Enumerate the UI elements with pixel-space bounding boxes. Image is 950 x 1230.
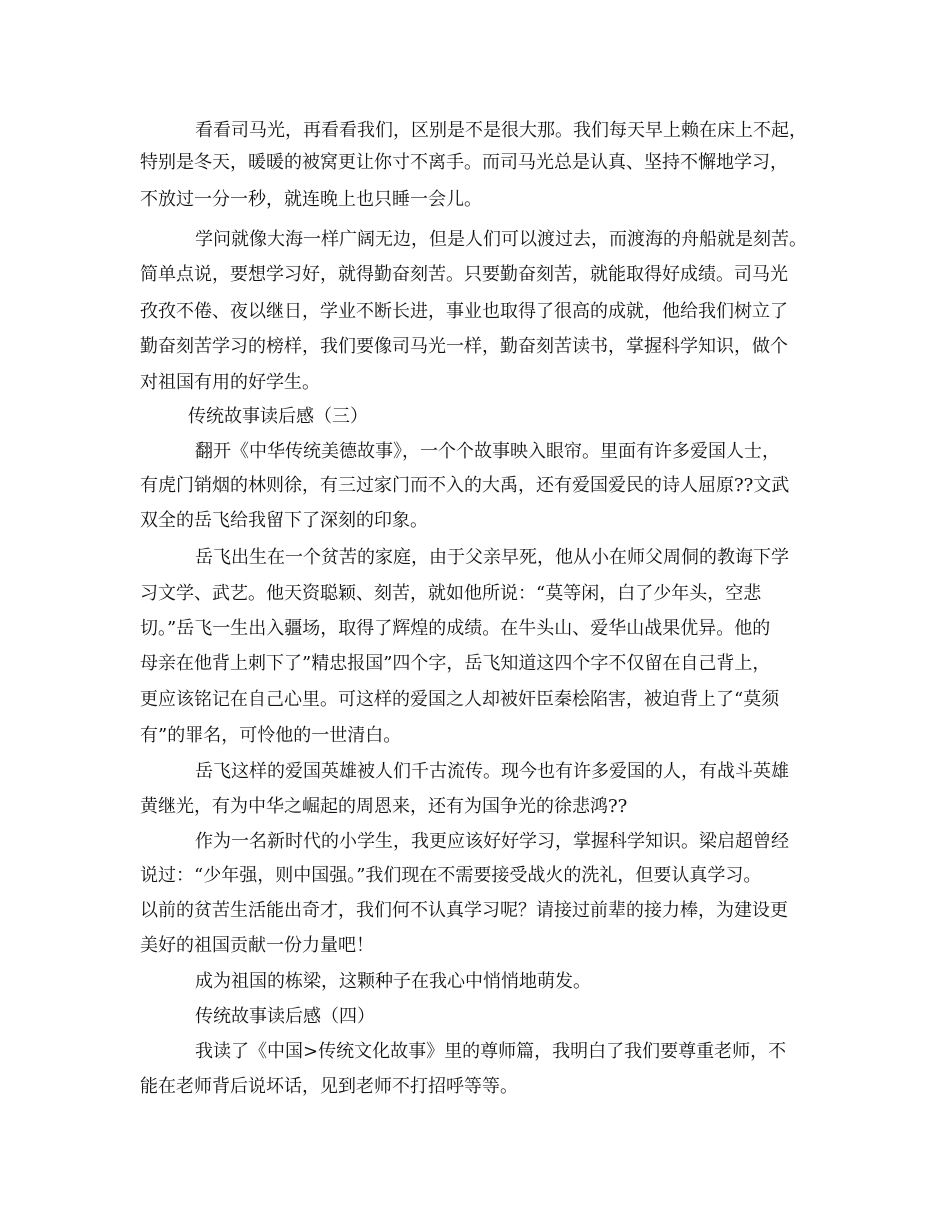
paragraph-line: 习文学、武艺。他天资聪颖、刻苦，就如他所说：“莫等闲，白了少年头，空悲	[140, 583, 762, 604]
section-heading: 传统故事读后感（四）	[195, 1006, 375, 1027]
paragraph-line: 更应该铭记在自己心里。可这样的爱国之人却被奸臣秦桧陷害，被迫背上了“莫须	[140, 689, 780, 710]
paragraph-line: 有虎门销烟的林则徐，有三过家门而不入的大禹，还有爱国爱民的诗人屈原??文武	[140, 475, 790, 496]
paragraph-line: 岳飞这样的爱国英雄被人们千古流传。现今也有许多爱国的人，有战斗英雄	[195, 761, 789, 782]
paragraph-line: 美好的祖国贡献一份力量吧！	[140, 935, 374, 956]
paragraph-line: 学问就像大海一样广阔无边，但是人们可以渡过去，而渡海的舟船就是刻苦。	[195, 229, 807, 250]
paragraph-line: 岳飞出生在一个贫苦的家庭，由于父亲早死，他从小在师父周侗的教诲下学	[195, 547, 789, 568]
section-heading: 传统故事读后感（三）	[188, 406, 368, 427]
paragraph-line: 说过：“少年强，则中国强。”我们现在不需要接受战火的洗礼，但要认真学习。	[140, 865, 762, 886]
paragraph-line: 对祖国有用的好学生。	[140, 372, 320, 393]
paragraph-line: 切。”岳飞一生出入疆场，取得了辉煌的成绩。在牛头山、爱华山战果优异。他的	[140, 618, 771, 639]
paragraph-line: 成为祖国的栋梁，这颗种子在我心中悄悄地萌发。	[195, 971, 591, 992]
paragraph-line: 勤奋刻苦学习的榜样，我们要像司马光一样，勤奋刻苦读书，掌握科学知识，做个	[140, 336, 788, 357]
paragraph-line: 双全的岳飞给我留下了深刻的印象。	[140, 510, 428, 531]
paragraph-line: 简单点说，要想学习好，就得勤奋刻苦。只要勤奋刻苦，就能取得好成绩。司马光	[140, 264, 788, 285]
paragraph-line: 以前的贫苦生活能出奇才，我们何不认真学习呢？请接过前辈的接力棒，为建设更	[140, 900, 788, 921]
paragraph-line: 我读了《中国>传统文化故事》里的尊师篇，我明白了我们要尊重老师，不	[195, 1041, 787, 1062]
paragraph-line: 有”的罪名，可怜他的一世清白。	[140, 725, 402, 746]
paragraph-line: 翻开《中华传统美德故事》，一个个故事映入眼帘。里面有许多爱国人士，	[195, 441, 780, 462]
paragraph-line: 黄继光，有为中华之崛起的周恩来，还有为国争光的徐悲鸿??	[140, 796, 628, 817]
paragraph-line: 母亲在他背上刺下了”精忠报国”四个字，岳飞知道这四个字不仅留在自己背上，	[140, 653, 771, 674]
paragraph-line: 特别是冬天，暖暖的被窝更让你寸不离手。而司马光总是认真、坚持不懈地学习，	[140, 152, 788, 173]
paragraph-line: 不放过一分一秒，就连晚上也只睡一会儿。	[140, 189, 482, 210]
paragraph-line: 能在老师背后说坏话，见到老师不打招呼等等。	[140, 1076, 518, 1097]
paragraph-line: 看看司马光，再看看我们，区别是不是很大那。我们每天早上赖在床上不起，	[195, 120, 807, 141]
paragraph-line: 作为一名新时代的小学生，我更应该好好学习，掌握科学知识。梁启超曾经	[195, 831, 789, 852]
paragraph-line: 孜孜不倦、夜以继日，学业不断长进，事业也取得了很高的成就，他给我们树立了	[140, 301, 788, 322]
